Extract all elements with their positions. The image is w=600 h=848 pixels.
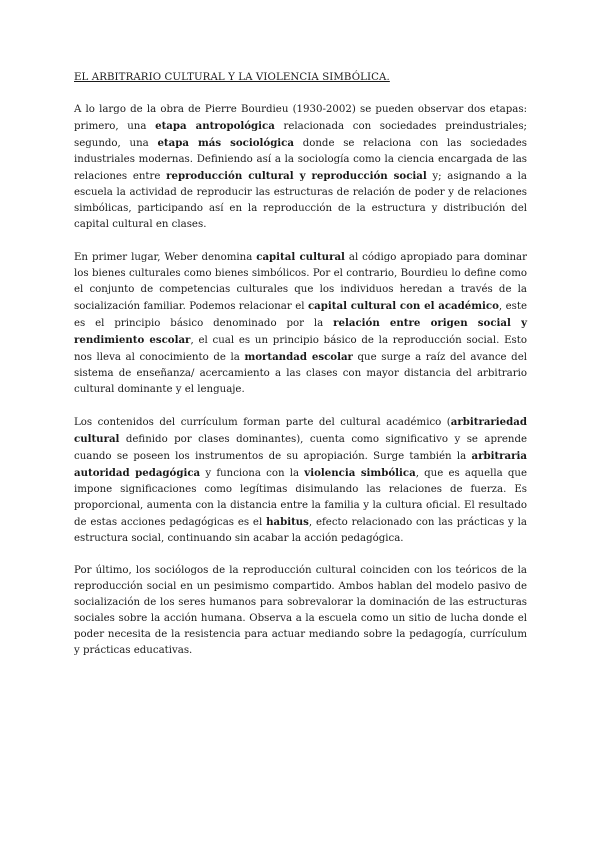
document-body — [74, 102, 527, 659]
text-run: relacionada con sociedades preindustriales; segundo, una — [74, 121, 527, 149]
text-run: al código apropiado para dominar los bienes culturales como bienes simbólicos. Por el contrario, Bourdieu lo define como el conjunto de competencias culturales que los individuos heredan a través de la socialización familiar. Podemos relacionar el — [74, 252, 528, 312]
bold-term: arbitrariedad cultural — [74, 416, 527, 445]
text-run: , este es el principio básico denominado por la — [74, 301, 527, 329]
bold-term: capital cultural — [256, 251, 345, 263]
bold-term: reproducción cultural y reproducción social — [166, 170, 427, 182]
text-run: que surge a raíz del avance del sistema de enseñanza/ acercamiento a las clases con mayor distancia del arbitrario cultural dominante y el lenguaje. — [74, 352, 527, 395]
bold-term: mortandad escolar — [244, 351, 353, 363]
bold-term: etapa antropológica — [155, 120, 275, 132]
bold-term: habitus — [266, 516, 309, 528]
document-title: EL ARBITRARIO CULTURAL Y LA VIOLENCIA SIMBÓLICA. — [74, 72, 390, 83]
bold-term: relación entre origen social y rendimiento escolar — [74, 317, 528, 346]
paragraph-2 — [74, 249, 527, 398]
text-run: , que es aquella que impone significaciones como legítimas disimulando las relaciones de fuerza. Es proporcional, aumenta con la distancia entre la familia y la cultura oficial. El resultado de estas acciones pedagógicas es el — [74, 468, 527, 528]
text-run: , efecto relacionado con las prácticas y la estructura social, continuando sin acabar la acción pedagógica. — [74, 517, 527, 544]
text-run: definido por clases dominantes), cuenta como significativo y se aprende cuando se poseen los instrumentos de su apropiación. Surge también la — [74, 434, 527, 462]
text-run: donde se relaciona con las sociedades industriales modernas. Definiendo así a la sociología como la ciencia encargada de las relaciones entre — [74, 138, 528, 182]
text-run: , el cual es un principio básico de la reproducción social. Esto nos lleva al conocimiento de la — [74, 335, 527, 363]
bold-term: capital cultural con el académico — [307, 300, 499, 312]
text-run: Por último, los sociólogos de la reproducción cultural coinciden con los teóricos de la reproducción social en un pesimismo compartido. Ambos hablan del modelo pasivo de socialización de los seres humanos para sobrevalorar la dominación de las estructuras sociales sobre la acción humana. Observa a la escuela como un sitio de lucha donde el poder necesita de la resistencia para actuar mediando sobre la pedagogía, currículum y prácticas educativas. — [74, 565, 527, 656]
paragraph-3 — [74, 414, 527, 547]
bold-term: arbitraria autoridad pedagógica — [74, 450, 527, 479]
bold-term: etapa más sociológica — [157, 137, 294, 149]
text-run: y funciona con la — [200, 468, 305, 479]
bold-term: violencia simbólica — [304, 467, 416, 479]
document-page — [74, 70, 527, 675]
paragraph-4 — [74, 563, 527, 659]
text-run: En primer lugar, Weber denomina — [74, 252, 257, 263]
text-run: Los contenidos del currículum forman parte del cultural académico ( — [74, 417, 451, 428]
text-run: A lo largo de la obra de Pierre Bourdieu (1930-2002) se pueden observar dos etapas: primero, una — [74, 104, 527, 132]
text-run: y; asignando a la escuela la actividad de reproducir las estructuras de relación de poder y de relaciones simbólicas, participando así en la reproducción de la estructura y distribución del capital cultural en clases. — [74, 171, 527, 230]
paragraph-1 — [74, 102, 527, 233]
